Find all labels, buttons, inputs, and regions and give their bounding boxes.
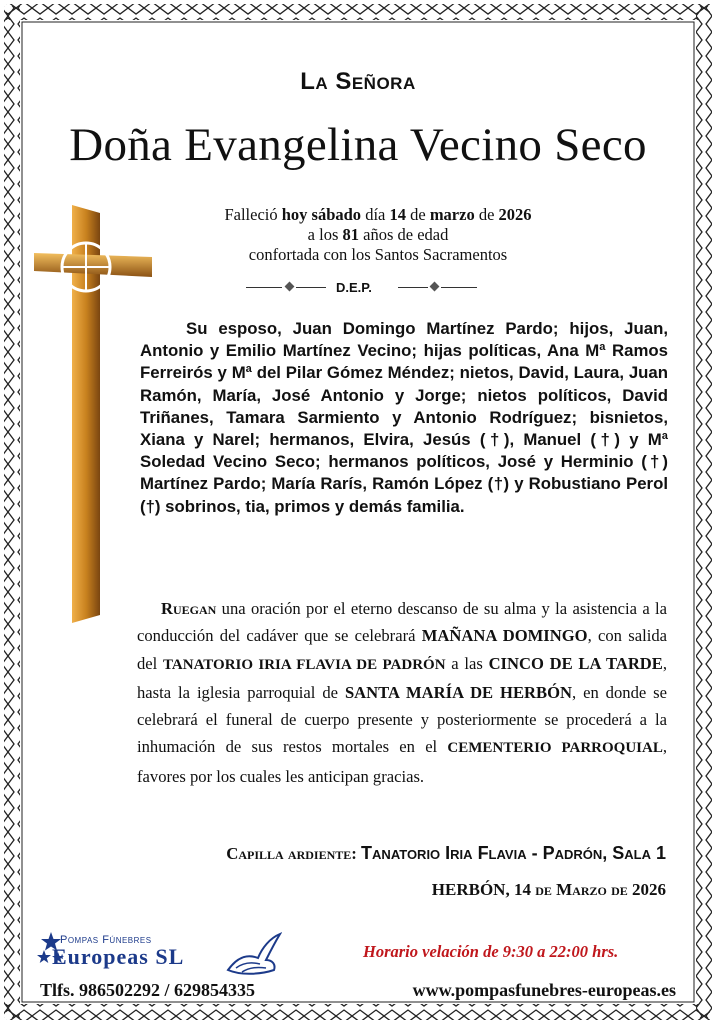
- honorific-title: La Señora: [300, 68, 416, 95]
- date-day: 14: [389, 205, 406, 224]
- text: de: [405, 205, 430, 224]
- vigil-hours: Horario velación de 9:30 a 22:00 hrs.: [363, 942, 619, 961]
- diamond-icon: [430, 282, 440, 292]
- sacraments-line: confortada con los Santos Sacramentos: [248, 245, 508, 264]
- capilla-value: Tanatorio Iria Flavia - Padrón, Sala 1: [361, 843, 666, 863]
- time-highlight: CINCO DE LA TARDE: [488, 653, 663, 673]
- ruegan-word: Ruegan: [161, 599, 217, 618]
- text: de: [474, 205, 499, 224]
- logo-subtitle: Pompas Fúnebres: [60, 934, 152, 946]
- day-highlight: MAÑANA DOMINGO: [421, 626, 588, 646]
- text: a los: [307, 225, 343, 244]
- text: , con salida del: [137, 626, 667, 673]
- date-year: 2026: [498, 205, 532, 224]
- ruegan-paragraph: [137, 595, 667, 790]
- day: hoy sábado: [281, 205, 362, 224]
- dove-icon: [222, 930, 282, 978]
- text: , favores por los cuales les anticipan gracias.: [137, 737, 667, 786]
- dep-separator: [246, 280, 476, 296]
- age-line: [168, 225, 588, 244]
- phone-numbers: Tlfs. 986502292 / 629854335: [40, 980, 256, 1000]
- capilla-ardiente: [226, 843, 666, 864]
- website-link[interactable]: www.pompasfunebres-europeas.es: [412, 980, 676, 1000]
- diamond-icon: [285, 282, 295, 292]
- church-highlight: SANTA MARÍA DE HERBÓN: [344, 682, 572, 702]
- family-text: Su esposo, Juan Domingo Martínez Pardo; hijos, Juan, Antonio y Emilio Martínez Vecino; hijas políticas, Ana Mª Ramos Ferreirós y Mª del Pilar Gómez Méndez; nietos, David, Laura, Juan Ramón, María, José Antonio y Jorge; nietos políticos, David Triñanes, Tamara Sarmiento y Antonio Rodríguez; bisnietos, Xiana y Narel; hermanos, Elvira, Jesús (†), Manuel (†) y Mª Soledad Vecino Seco; hermanos políticos, José y Herminio (†) Martínez Pardo; María Rarís, Ramón López (†) y Robustiano Perol (†) sobrinos, tia, primos y demás familia.: [140, 319, 668, 516]
- text: una oración por el eterno descanso de su alma y la asistencia a la conducción del cadáver que se celebrará: [137, 599, 667, 646]
- text: día: [361, 205, 390, 224]
- text: años de edad: [359, 225, 449, 244]
- place-date: HERBÓN, 14 de Marzo de 2026: [431, 880, 666, 899]
- date-month: marzo: [429, 205, 475, 224]
- capilla-label: Capilla ardiente:: [226, 844, 362, 863]
- text: a las: [445, 653, 489, 673]
- text: , en donde se celebrará el funeral de cuerpo presente y posteriormente se procederá a la inhumación de sus restos mortales en el: [137, 682, 667, 757]
- death-date-line: [168, 205, 588, 224]
- text: , hasta la iglesia parroquial de: [137, 653, 668, 702]
- cemetery-highlight: CEMENTERIO PARROQUIAL: [447, 740, 663, 757]
- tanatorio-highlight: TANATORIO IRIA FLAVIA DE PADRÓN: [163, 656, 446, 673]
- text: Falleció: [224, 205, 282, 224]
- family-list: [140, 318, 668, 518]
- deceased-name: Doña Evangelina Vecino Seco: [69, 119, 647, 171]
- logo-name: Europeas SL: [52, 944, 185, 969]
- age: 81: [342, 225, 359, 244]
- dep-label: D.E.P.: [336, 280, 372, 295]
